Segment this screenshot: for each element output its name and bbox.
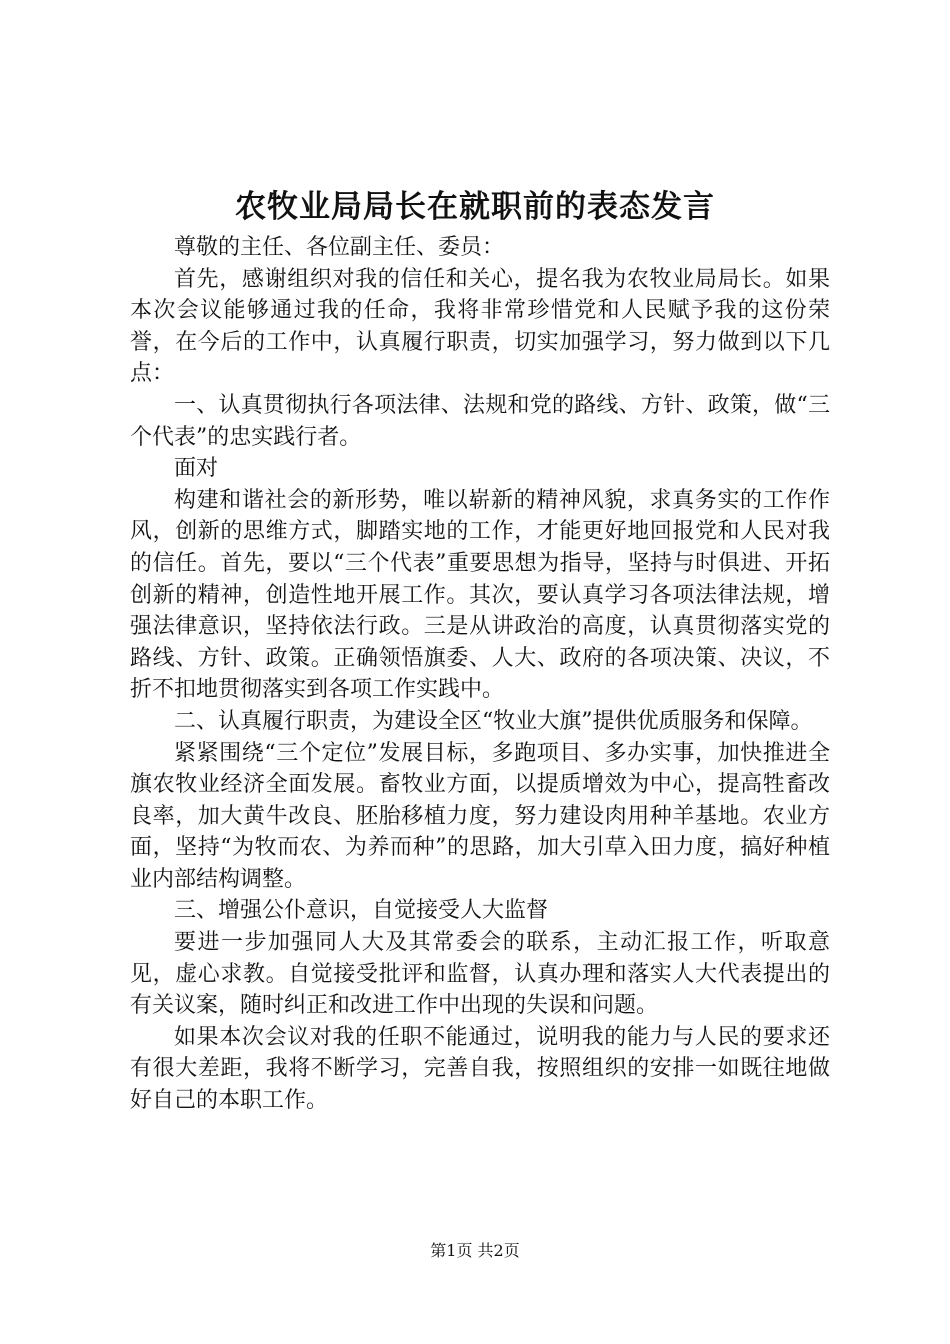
salutation-paragraph: 尊敬的主任、各位副主任、委员： bbox=[174, 235, 505, 260]
document-title: 农牧业局局长在就职前的表态发言 bbox=[235, 189, 715, 225]
document-body bbox=[130, 232, 830, 1117]
page-number-footer: 第1页 共2页 bbox=[430, 1241, 520, 1260]
closing-paragraph: 如果本次会议对我的任职不能通过，说明我的能力与人民的要求还有很大差距，我将不断学习，完善自我，按照组织的安排一如既往地做好自己的本职工作。 bbox=[130, 1024, 830, 1114]
body-paragraph: 构建和谐社会的新形势，唯以崭新的精神风貌，求真务实的工作作风，创新的思维方式，脚踏实地的工作，才能更好地回报党和人民对我的信任。首先，要以“三个代表”重要思想为指导，坚持与时俱进、开拓创新的精神，创造性地开展工作。其次，要认真学习各项法律法规，增强法律意识，坚持依法行政。三是从讲政治的高度，认真贯彻落实党的路线、方针、政策。正确领悟旗委、人大、政府的各项决策、决议，不折不扣地贯彻落实到各项工作实践中。 bbox=[130, 487, 830, 703]
body-paragraph: 面对 bbox=[174, 456, 219, 482]
body-paragraph: 要进一步加强同人大及其常委会的联系，主动汇报工作，听取意见，虚心求教。自觉接受批评和监督，认真办理和落实人大代表提出的有关议案，随时纠正和改进工作中出现的失误和问题。 bbox=[130, 930, 830, 1019]
section-heading: 三、增强公仆意识，自觉接受人大监督 bbox=[174, 898, 549, 924]
body-paragraph: 首先，感谢组织对我的信任和关心，提名我为农牧业局局长。如果本次会议能够通过我的任命，我将非常珍惜党和人民赋予我的这份荣誉，在今后的工作中，认真履行职责，切实加强学习，努力做到以下几点： bbox=[130, 266, 830, 387]
section-heading: 二、认真履行职责，为建设全区“牧业大旗”提供优质服务和保障。 bbox=[174, 708, 813, 734]
section-heading: 一、认真贯彻执行各项法律、法规和党的路线、方针、政策，做“三个代表”的忠实践行者。 bbox=[130, 392, 830, 450]
body-paragraph: 紧紧围绕“三个定位”发展目标，多跑项目、多办实事，加快推进全旗农牧业经济全面发展。畜牧业方面，以提质增效为中心，提高牲畜改良率，加大黄牛改良、胚胎移植力度，努力建设肉用种羊基地。农业方面，坚持“为牧而农、为养而种”的思路，加大引草入田力度，搞好种植业内部结构调整。 bbox=[130, 740, 830, 892]
